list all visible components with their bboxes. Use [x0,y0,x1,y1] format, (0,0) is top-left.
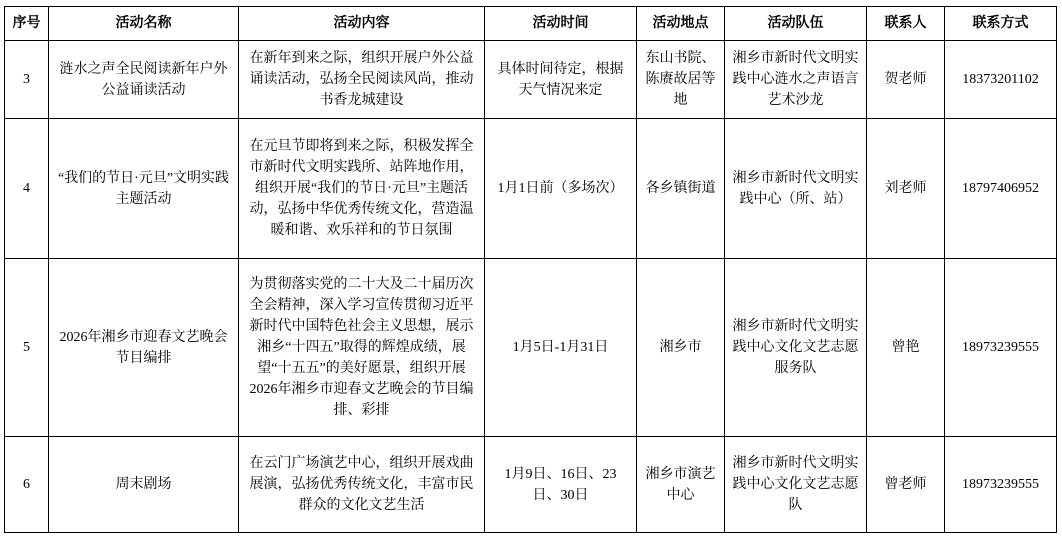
row-activity-team: 湘乡市新时代文明实践中心涟水之声语言艺术沙龙 [725,41,867,119]
row-activity-content: 为贯彻落实党的二十大及二十届历次全会精神，深入学习宣传贯彻习近平新时代中国特色社会主义思想，展示湘乡“十四五”取得的辉煌成绩，展望“十五五”的美好愿景，组织开展2026年湘乡市迎春文艺晚会的节目编排、彩排 [239,259,485,437]
row-activity-team: 湘乡市新时代文明实践中心文化文艺志愿队 [725,437,867,533]
row-activity-place: 东山书院、陈赓故居等地 [637,41,725,119]
row-no: 4 [5,119,49,259]
header-no: 序号 [5,7,49,41]
row-no: 6 [5,437,49,533]
row-no: 5 [5,259,49,437]
header-contact-info: 联系方式 [945,7,1057,41]
row-activity-content: 在新年到来之际，组织开展户外公益诵读活动，弘扬全民阅读风尚，推动书香龙城建设 [239,41,485,119]
row-contact-info: 18373201102 [945,41,1057,119]
row-activity-name: 涟水之声全民阅读新年户外公益诵读活动 [49,41,239,119]
row-activity-name: 周末剧场 [49,437,239,533]
table-row [5,41,1057,119]
header-activity-time: 活动时间 [485,7,637,41]
header-contact-person: 联系人 [867,7,945,41]
row-activity-time: 1月5日-1月31日 [485,259,637,437]
row-activity-team: 湘乡市新时代文明实践中心文化文艺志愿服务队 [725,259,867,437]
row-activity-time: 具体时间待定，根据天气情况来定 [485,41,637,119]
row-contact-info: 18973239555 [945,259,1057,437]
row-contact-person: 曾艳 [867,259,945,437]
row-activity-place: 湘乡市演艺中心 [637,437,725,533]
table-row [5,259,1057,437]
row-activity-team: 湘乡市新时代文明实践中心（所、站） [725,119,867,259]
header-activity-team: 活动队伍 [725,7,867,41]
row-activity-name: 2026年湘乡市迎春文艺晚会节目编排 [49,259,239,437]
header-activity-place: 活动地点 [637,7,725,41]
table-header-row [5,7,1057,41]
row-contact-person: 贺老师 [867,41,945,119]
row-no: 3 [5,41,49,119]
row-contact-person: 刘老师 [867,119,945,259]
header-activity-content: 活动内容 [239,7,485,41]
row-activity-content: 在云门广场演艺中心，组织开展戏曲展演，弘扬优秀传统文化，丰富市民群众的文化文艺生活 [239,437,485,533]
header-activity-name: 活动名称 [49,7,239,41]
activity-schedule-table [4,6,1057,533]
row-contact-info: 18797406952 [945,119,1057,259]
row-activity-time: 1月9日、16日、23日、30日 [485,437,637,533]
table-row [5,437,1057,533]
row-contact-person: 曾老师 [867,437,945,533]
table-row [5,119,1057,259]
row-activity-time: 1月1日前（多场次） [485,119,637,259]
row-activity-name: “我们的节日·元旦”文明实践主题活动 [49,119,239,259]
row-activity-place: 湘乡市 [637,259,725,437]
row-contact-info: 18973239555 [945,437,1057,533]
row-activity-content: 在元旦节即将到来之际，积极发挥全市新时代文明实践所、站阵地作用，组织开展“我们的节日·元旦”主题活动，弘扬中华优秀传统文化，营造温暖和谐、欢乐祥和的节日氛围 [239,119,485,259]
row-activity-place: 各乡镇街道 [637,119,725,259]
